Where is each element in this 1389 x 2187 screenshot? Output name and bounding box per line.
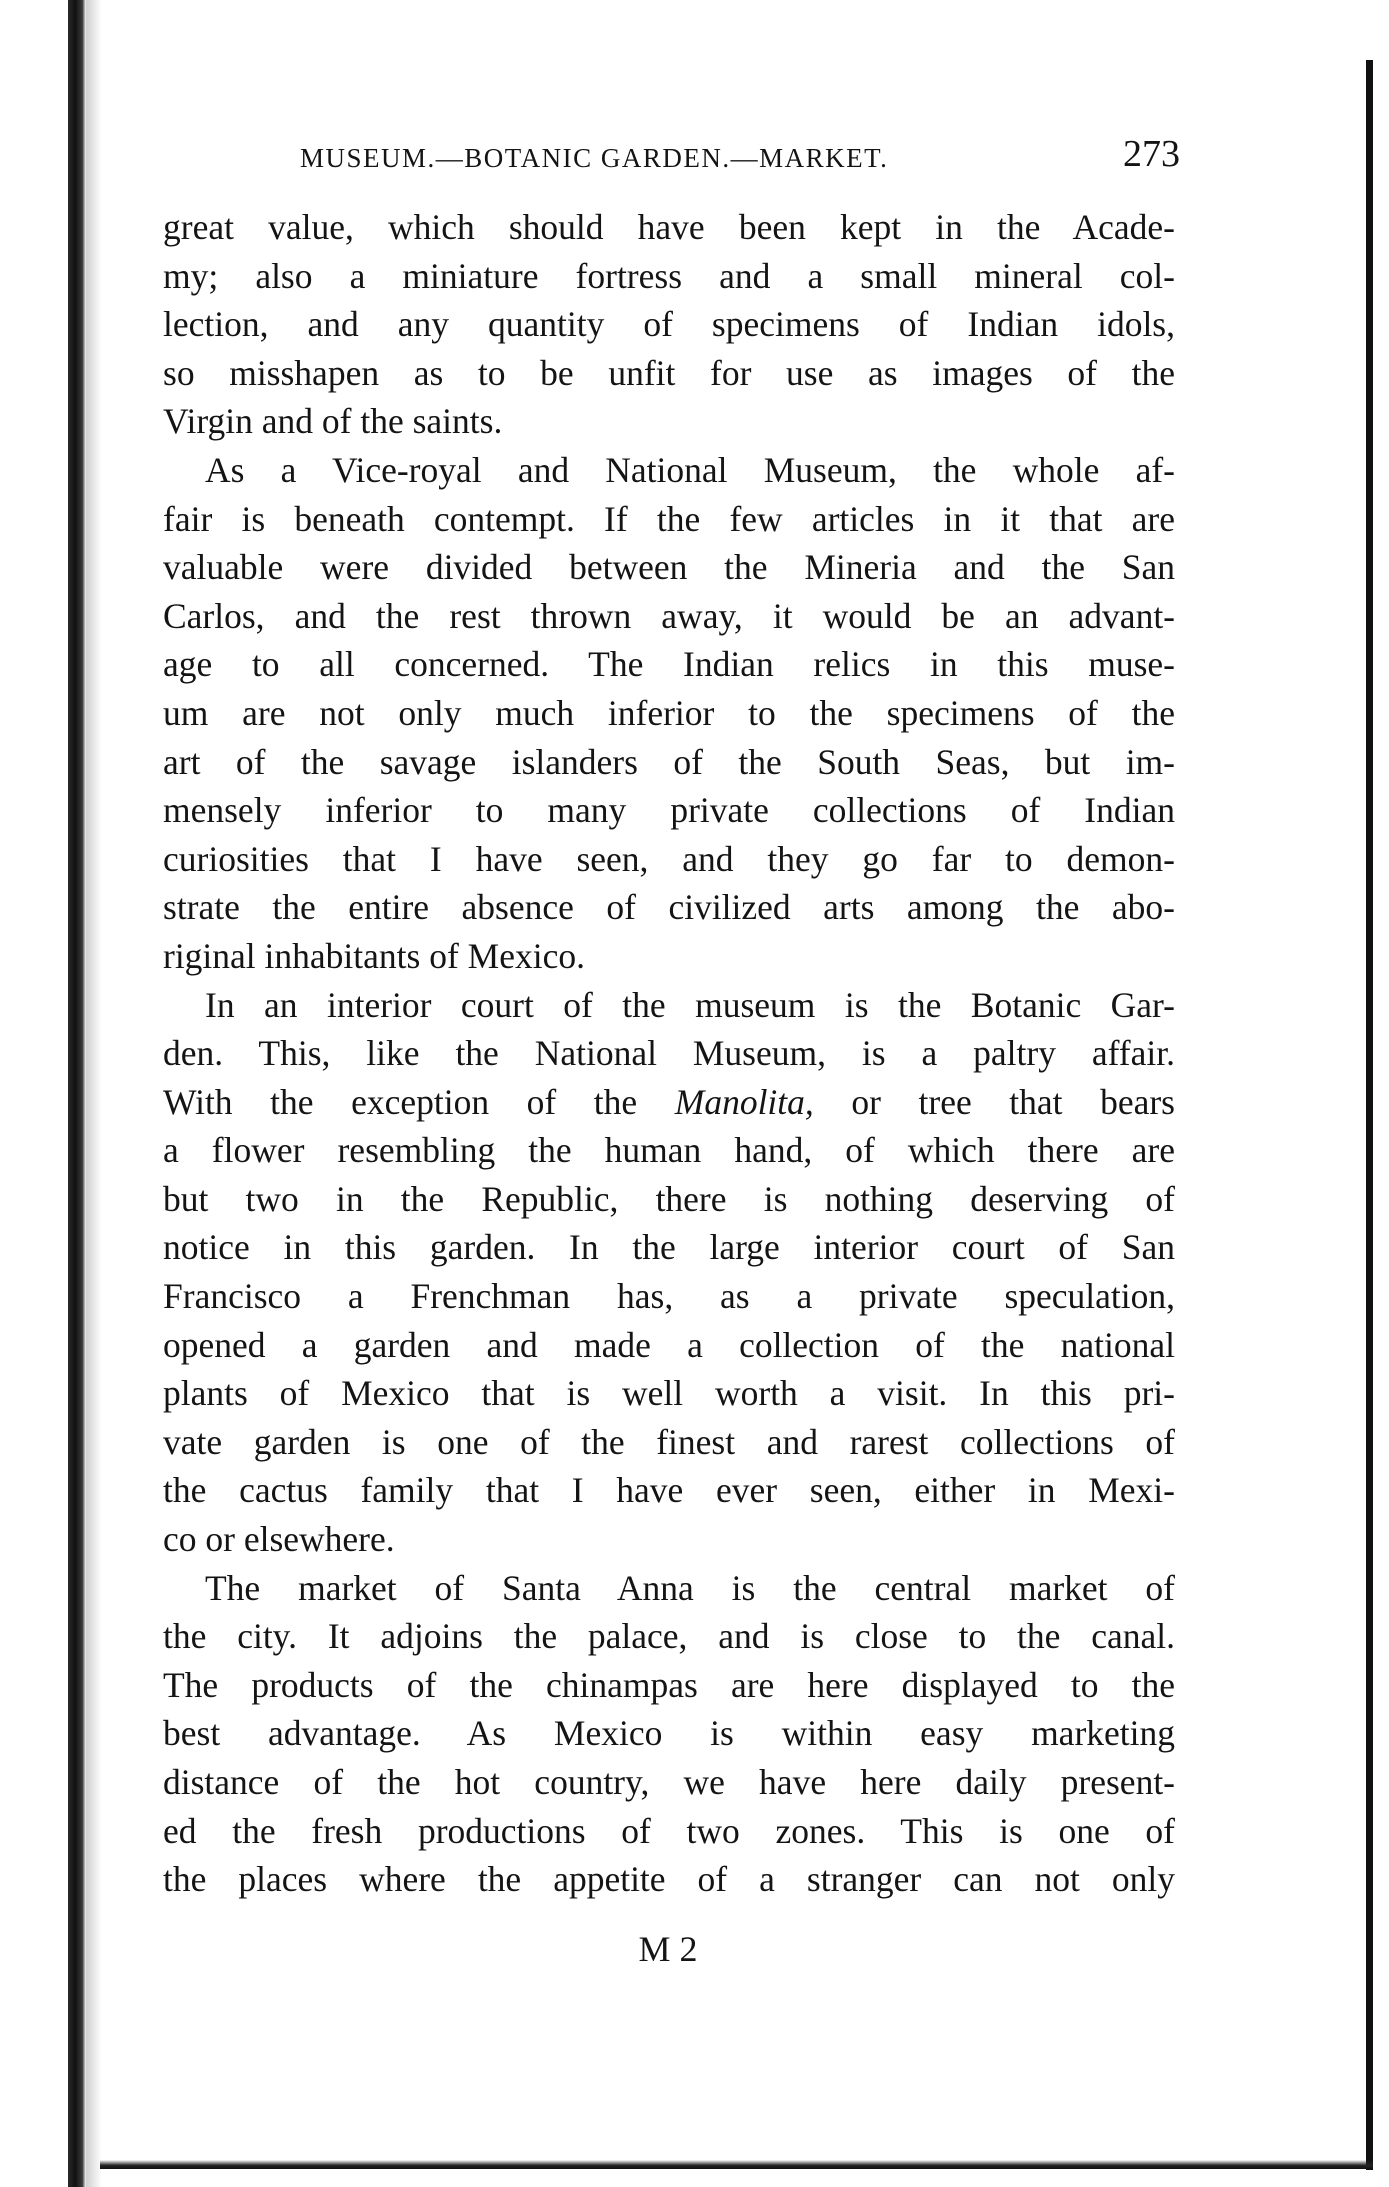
text-line-segment: As a Vice-royal and National Museum, the whole af-	[205, 449, 1175, 490]
text-line-segment: vate garden is one of the finest and rarest collections of	[163, 1421, 1175, 1462]
text-line	[163, 1466, 1175, 1515]
text-line	[163, 1612, 1175, 1661]
text-line-segment: riginal inhabitants of Mexico.	[163, 935, 585, 976]
text-line	[163, 1709, 1175, 1758]
text-line	[163, 1564, 1175, 1613]
text-line	[163, 1321, 1175, 1370]
text-line-segment: the places where the appetite of a stranger can not only	[163, 1859, 1175, 1900]
text-line	[163, 689, 1175, 738]
text-line	[163, 1758, 1175, 1807]
text-line	[163, 252, 1175, 301]
text-line	[163, 397, 1175, 446]
text-line	[163, 203, 1175, 252]
text-line	[163, 1515, 1175, 1564]
text-line-segment: the cactus family that I have ever seen, either in Mexi-	[163, 1470, 1175, 1511]
text-line	[163, 981, 1175, 1030]
page-edge-bottom	[100, 2160, 1373, 2169]
text-line-segment: my; also a miniature fortress and a small mineral col-	[163, 255, 1175, 296]
text-line-segment: In an interior court of the museum is the Botanic Gar-	[205, 984, 1175, 1025]
text-line	[163, 495, 1175, 544]
text-line	[163, 932, 1175, 981]
text-line	[163, 1807, 1175, 1856]
text-line-segment: opened a garden and made a collection of the national	[163, 1324, 1175, 1365]
text-line	[163, 1126, 1175, 1175]
binding-shadow-fade	[86, 0, 102, 2187]
text-line-segment: notice in this garden. In the large interior court of San	[163, 1227, 1175, 1268]
text-line	[163, 1418, 1175, 1467]
text-line-segment: co or elsewhere.	[163, 1519, 395, 1560]
text-line	[163, 1223, 1175, 1272]
text-line-segment: Francisco a Frenchman has, as a private speculation,	[163, 1276, 1175, 1317]
text-line-segment: Virgin and of the saints.	[163, 401, 503, 442]
text-line	[163, 300, 1175, 349]
text-line	[163, 786, 1175, 835]
text-line-segment: plants of Mexico that is well worth a visit. In this pri-	[163, 1373, 1175, 1414]
text-line	[163, 883, 1175, 932]
text-line-segment: curiosities that I have seen, and they go far to demon-	[163, 838, 1175, 879]
text-line	[163, 543, 1175, 592]
text-line-segment: Carlos, and the rest thrown away, it would be an advant-	[163, 595, 1175, 636]
text-line-segment: strate the entire absence of civilized arts among the abo-	[163, 887, 1175, 928]
text-line	[163, 835, 1175, 884]
italic-term: Manolita,	[674, 1081, 814, 1122]
text-line	[163, 349, 1175, 398]
text-line-segment: With the exception of the	[163, 1081, 675, 1122]
text-line-segment: so misshapen as to be unfit for use as images of the	[163, 352, 1175, 393]
text-line-segment: the city. It adjoins the palace, and is close to the canal.	[163, 1616, 1175, 1657]
text-line-segment: mensely inferior to many private collections of Indian	[163, 790, 1175, 831]
text-line	[163, 446, 1175, 495]
text-line	[163, 592, 1175, 641]
page-number: 273	[1123, 133, 1180, 175]
text-line	[163, 1029, 1175, 1078]
text-line-segment: but two in the Republic, there is nothing deserving of	[163, 1178, 1175, 1219]
running-header	[300, 133, 1180, 183]
text-line-segment: fair is beneath contempt. If the few articles in it that are	[163, 498, 1175, 539]
signature-mark: M 2	[638, 1929, 698, 1969]
text-line-segment: The products of the chinampas are here displayed to the	[163, 1664, 1175, 1705]
text-line-segment: lection, and any quantity of specimens of Indian idols,	[163, 304, 1175, 345]
text-line-segment: age to all concerned. The Indian relics in this muse-	[163, 644, 1175, 685]
text-line-segment: ed the fresh productions of two zones. This is one of	[163, 1810, 1175, 1851]
text-line-segment: great value, which should have been kept in the Acade-	[163, 207, 1175, 247]
text-line	[163, 1855, 1175, 1904]
text-line	[163, 1369, 1175, 1418]
running-title: MUSEUM.—BOTANIC GARDEN.—MARKET.	[300, 143, 889, 173]
binding-shadow-left	[68, 0, 86, 2187]
text-line	[163, 1078, 1175, 1127]
body-text	[163, 203, 1175, 1904]
text-line-segment: a flower resembling the human hand, of which there are	[163, 1130, 1175, 1171]
text-line-segment: or tree that bears	[813, 1081, 1175, 1122]
text-line	[163, 1661, 1175, 1710]
text-line-segment: best advantage. As Mexico is within easy marketing	[163, 1713, 1175, 1754]
text-line-segment: den. This, like the National Museum, is a paltry affair.	[163, 1033, 1175, 1074]
text-line-segment: art of the savage islanders of the South Seas, but im-	[163, 741, 1175, 782]
page-edge-right	[1366, 60, 1373, 2170]
text-line	[163, 1272, 1175, 1321]
text-line-segment: distance of the hot country, we have here daily present-	[163, 1762, 1175, 1802]
text-line-segment: um are not only much inferior to the specimens of the	[163, 692, 1175, 733]
text-line	[163, 1175, 1175, 1224]
text-line-segment: The market of Santa Anna is the central market of	[205, 1567, 1175, 1608]
text-line	[163, 738, 1175, 787]
text-line-segment: valuable were divided between the Mineria and the San	[163, 547, 1175, 588]
text-line	[163, 640, 1175, 689]
